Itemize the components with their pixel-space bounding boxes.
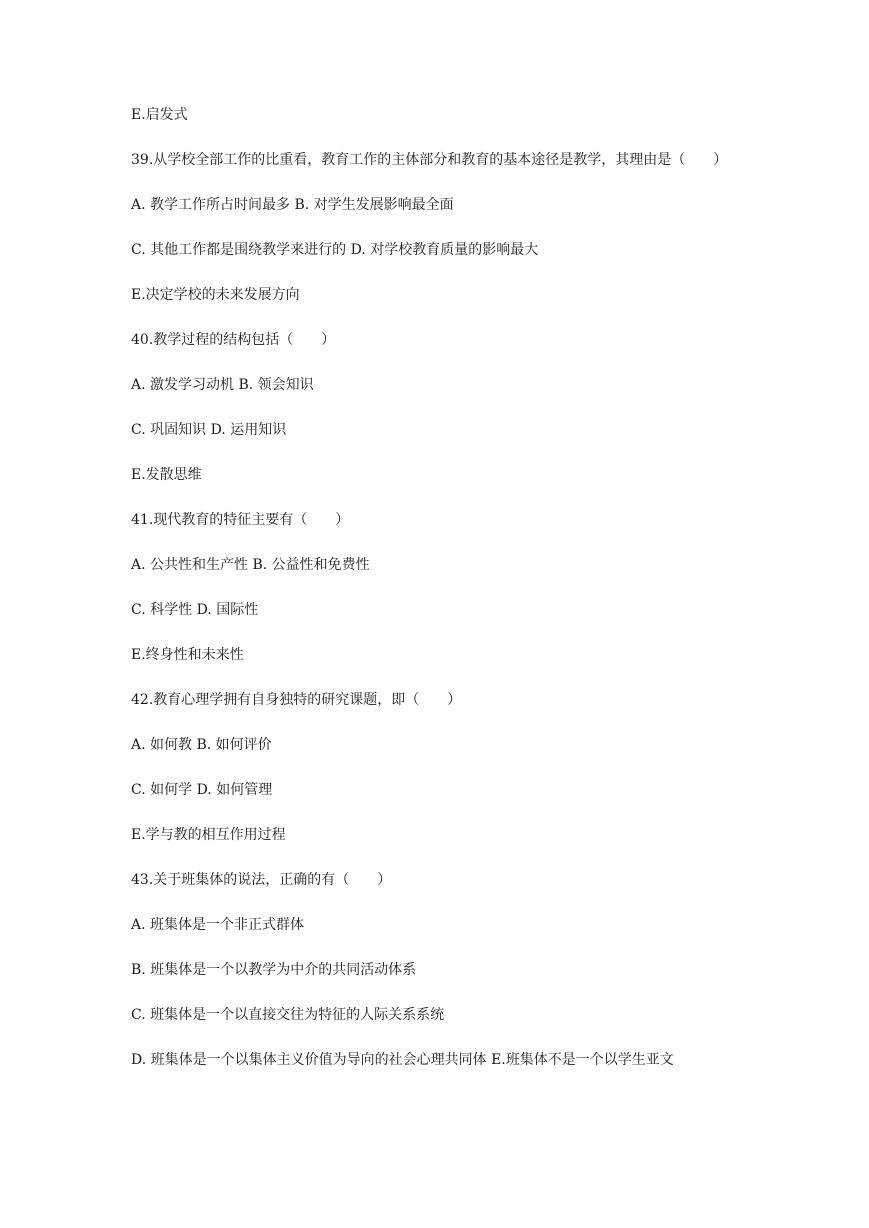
question-42-text: 42.教育心理学拥有自身独特的研究课题，即（ ） — [131, 692, 462, 708]
option-line: C. 如何学 D. 如何管理 — [131, 782, 273, 798]
option-line: B. 班集体是一个以教学为中介的共同活动体系 — [131, 962, 417, 978]
question-43-text: 43.关于班集体的说法，正确的有（ ） — [131, 872, 392, 888]
question-40-text: 40.教学过程的结构包括（ ） — [131, 332, 336, 348]
option-e-text: E.终身性和未来性 — [131, 647, 244, 663]
option-line: A. 激发学习动机 B. 领会知识 — [131, 377, 314, 393]
option-line: C. 科学性 D. 国际性 — [131, 602, 259, 618]
option-line: D. 班集体是一个以集体主义价值为导向的社会心理共同体 E.班集体不是一个以学生亚文 — [131, 1052, 674, 1068]
option-line: C. 班集体是一个以直接交往为特征的人际关系系统 — [131, 1007, 445, 1023]
option-line: A. 如何教 B. 如何评价 — [131, 737, 272, 753]
document-page — [131, 104, 741, 1071]
option-e-text: E.决定学校的未来发展方向 — [131, 287, 300, 303]
option-line: A. 教学工作所占时间最多 B. 对学生发展影响最全面 — [131, 197, 454, 213]
question-41-text: 41.现代教育的特征主要有（ ） — [131, 512, 350, 528]
option-line: C. 巩固知识 D. 运用知识 — [131, 422, 287, 438]
option-e-text: E.启发式 — [131, 107, 188, 123]
option-line: C. 其他工作都是围绕教学来进行的 D. 对学校教育质量的影响最大 — [131, 242, 539, 258]
question-39-text: 39.从学校全部工作的比重看，教育工作的主体部分和教育的基本途径是教学，其理由是（ ） — [131, 152, 728, 168]
option-e-text: E.发散思维 — [131, 467, 202, 483]
option-line: A. 班集体是一个非正式群体 — [131, 917, 305, 933]
option-line: A. 公共性和生产性 B. 公益性和免费性 — [131, 557, 370, 573]
option-e-text: E.学与教的相互作用过程 — [131, 827, 286, 843]
